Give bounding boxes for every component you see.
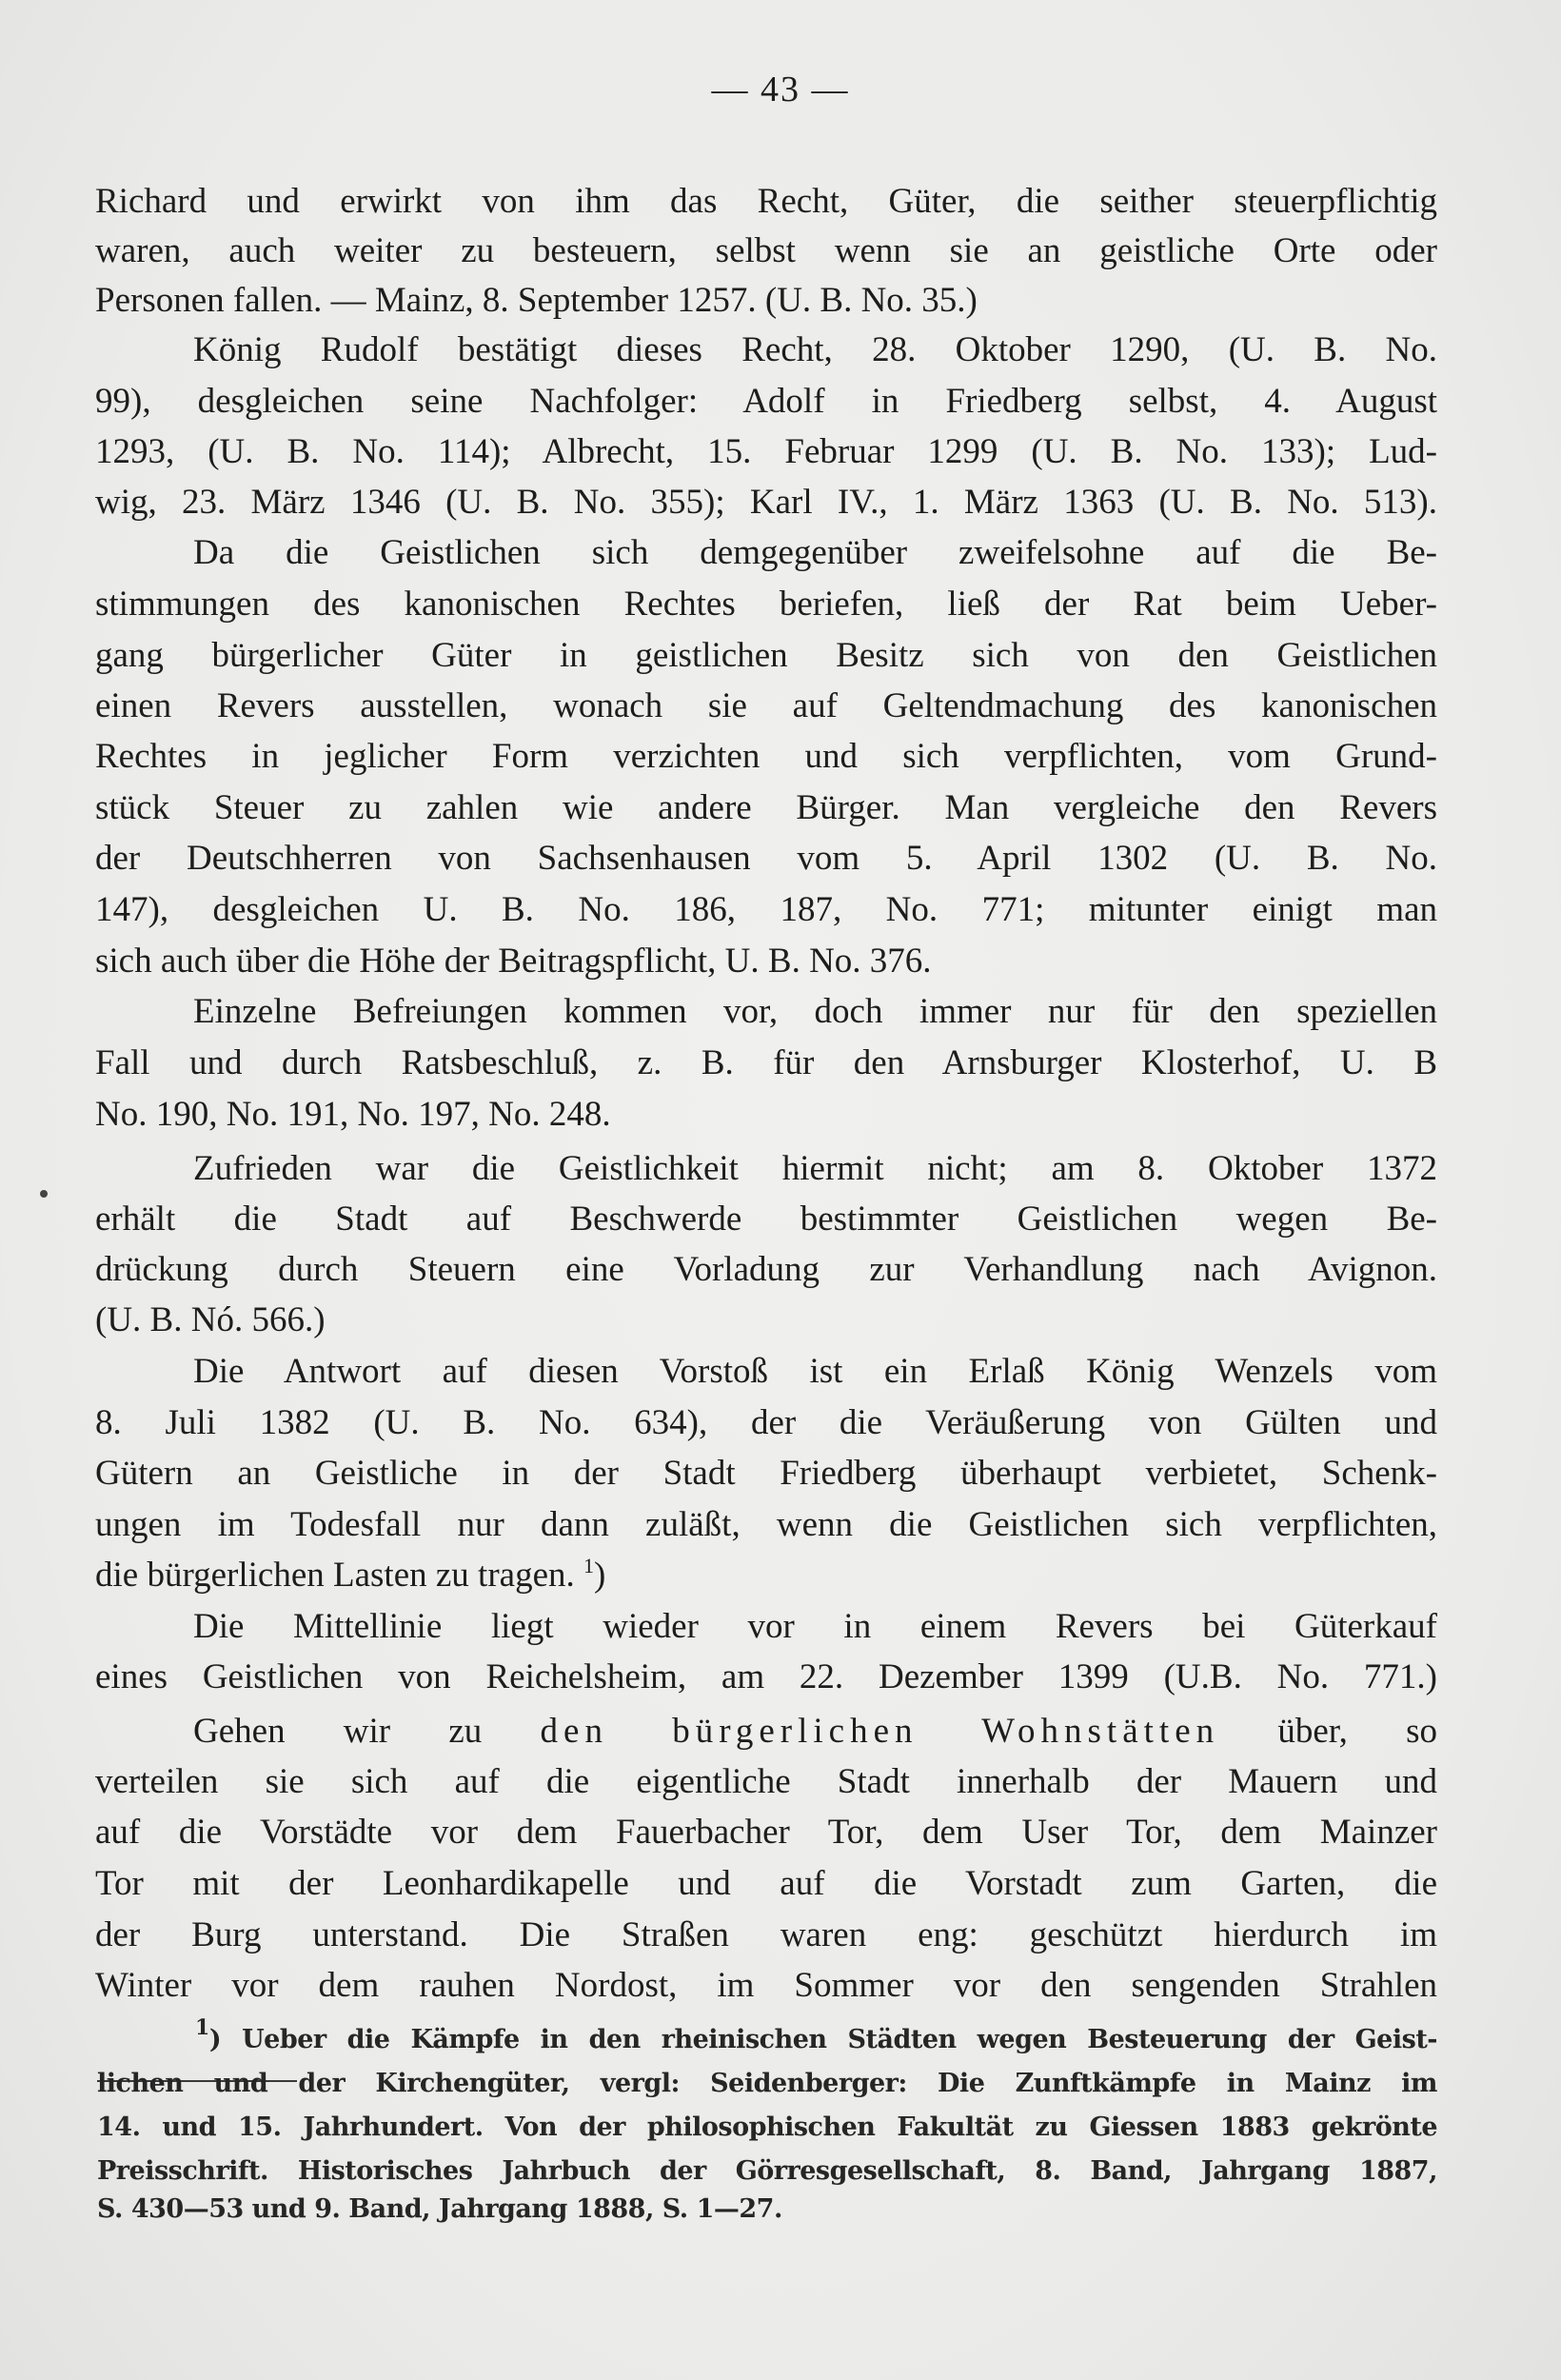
text-line: (U. B. Nó. 566.) [95, 1300, 326, 1339]
text-line: No. 190, No. 191, No. 197, No. 248. [95, 1095, 611, 1134]
text-line: verteilen sie sich auf die eigentliche Stadt innerhalb der Mauern und [95, 1762, 1437, 1801]
text-line: einen Revers ausstellen, wonach sie auf Geltendmachung des kanonischen [95, 686, 1437, 725]
text-line: Gütern an Geistliche in der Stadt Friedberg überhaupt verbietet, Schenk- [95, 1454, 1437, 1493]
text-line [193, 1709, 1437, 1755]
footnote-line: Preisschrift. Historisches Jahrbuch der Görresgesellschaft, 8. Band, Jahrgang 1887, [97, 2156, 1437, 2186]
text-line: ungen im Todesfall nur dann zuläßt, wenn die Geistlichen sich verpflichten, [95, 1505, 1437, 1544]
text-line: Einzelne Befreiungen kommen vor, doch immer nur für den speziellen [193, 992, 1437, 1031]
text-line: der Burg unterstand. Die Straßen waren eng: geschützt hierdurch im [95, 1915, 1437, 1954]
text-fragment: über, so [1277, 1712, 1438, 1751]
footnote-line: 14. und 15. Jahrhundert. Von der philosophischen Fakultät zu Giessen 1883 gekrönte [97, 2112, 1437, 2142]
text-line: stück Steuer zu zahlen wie andere Bürger. Man vergleiche den Revers [95, 788, 1437, 827]
text-line: stimmungen des kanonischen Rechtes beriefen, ließ der Rat beim Ueber- [95, 585, 1437, 624]
text-line: Da die Geistlichen sich demgegenüber zweifelsohne auf die Be- [193, 533, 1437, 572]
footnote-line [195, 2015, 1437, 2059]
text-line: erhält die Stadt auf Beschwerde bestimmter Geistlichen wegen Be- [95, 1200, 1437, 1239]
text-line: 99), desgleichen seine Nachfolger: Adolf in Friedberg selbst, 4. August [95, 382, 1437, 421]
text-fragment: Gehen wir zu [193, 1712, 483, 1751]
footnote-marker: 1 [195, 2015, 209, 2040]
page-number: — 43 — [711, 69, 850, 109]
text-line: Winter vor dem rauhen Nordost, im Sommer vor den sengenden Strahlen [95, 1966, 1437, 2005]
text-fragment: ) Ueber die Kämpfe in den rheinischen Städten wegen Besteuerung der Geist- [208, 2025, 1437, 2054]
text-line: Personen fallen. — Mainz, 8. September 1257. (U. B. No. 35.) [95, 281, 978, 320]
ink-speck [40, 1190, 48, 1198]
footnote-ref-paren: ) [594, 1556, 606, 1595]
text-line: waren, auch weiter zu besteuern, selbst wenn sie an geistliche Orte oder [95, 231, 1437, 270]
footnote-reference[interactable]: 1 [583, 1554, 594, 1577]
text-line: Tor mit der Leonhardikapelle und auf die Vorstadt zum Garten, die [95, 1864, 1437, 1903]
text-line: der Deutschherren von Sachsenhausen vom 5. April 1302 (U. B. No. [95, 839, 1437, 878]
footnote-line: lichen und der Kirchengüter, vergl: Seidenberger: Die Zunftkämpfe in Mainz im [97, 2069, 1437, 2098]
text-line: Die Antwort auf diesen Vorstoß ist ein Erlaß König Wenzels vom [193, 1352, 1437, 1391]
text-fragment: die bürgerlichen Lasten zu tragen. [95, 1556, 575, 1595]
text-line: König Rudolf bestätigt dieses Recht, 28. Oktober 1290, (U. B. No. [193, 330, 1437, 369]
text-line [95, 1553, 1437, 1598]
text-line: Zufrieden war die Geistlichkeit hiermit nicht; am 8. Oktober 1372 [193, 1149, 1437, 1188]
text-line: eines Geistlichen von Reichelsheim, am 22. Dezember 1399 (U.B. No. 771.) [95, 1657, 1437, 1696]
text-line: gang bürgerlicher Güter in geistlichen Besitz sich von den Geistlichen [95, 636, 1437, 675]
text-line: Rechtes in jeglicher Form verzichten und sich verpflichten, vom Grund- [95, 737, 1437, 776]
text-line: drückung durch Steuern eine Vorladung zur Verhandlung nach Avignon. [95, 1250, 1437, 1289]
text-line: wig, 23. März 1346 (U. B. No. 355); Karl IV., 1. März 1363 (U. B. No. 513). [95, 483, 1437, 522]
text-line: Fall und durch Ratsbeschluß, z. B. für den Arnsburger Klosterhof, U. B [95, 1043, 1437, 1082]
text-line: Richard und erwirkt von ihm das Recht, Güter, die seither steuerpflichtig [95, 182, 1437, 221]
text-line: 147), desgleichen U. B. No. 186, 187, No. 771; mitunter einigt man [95, 890, 1437, 929]
text-line: auf die Vorstädte vor dem Fauerbacher Tor, dem User Tor, dem Mainzer [95, 1813, 1437, 1852]
text-line: 8. Juli 1382 (U. B. No. 634), der die Veräußerung von Gülten und [95, 1403, 1437, 1442]
text-line: Die Mittellinie liegt wieder vor in einem Revers bei Güterkauf [193, 1607, 1437, 1646]
text-line: sich auch über die Höhe der Beitragspflicht, U. B. No. 376. [95, 942, 932, 981]
text-line: 1293, (U. B. No. 114); Albrecht, 15. Februar 1299 (U. B. No. 133); Lud- [95, 432, 1437, 471]
footnote-line: S. 430—53 und 9. Band, Jahrgang 1888, S. 1—27. [97, 2194, 782, 2224]
emphasized-phrase: den bürgerlichen Wohnstätten [540, 1712, 1220, 1751]
